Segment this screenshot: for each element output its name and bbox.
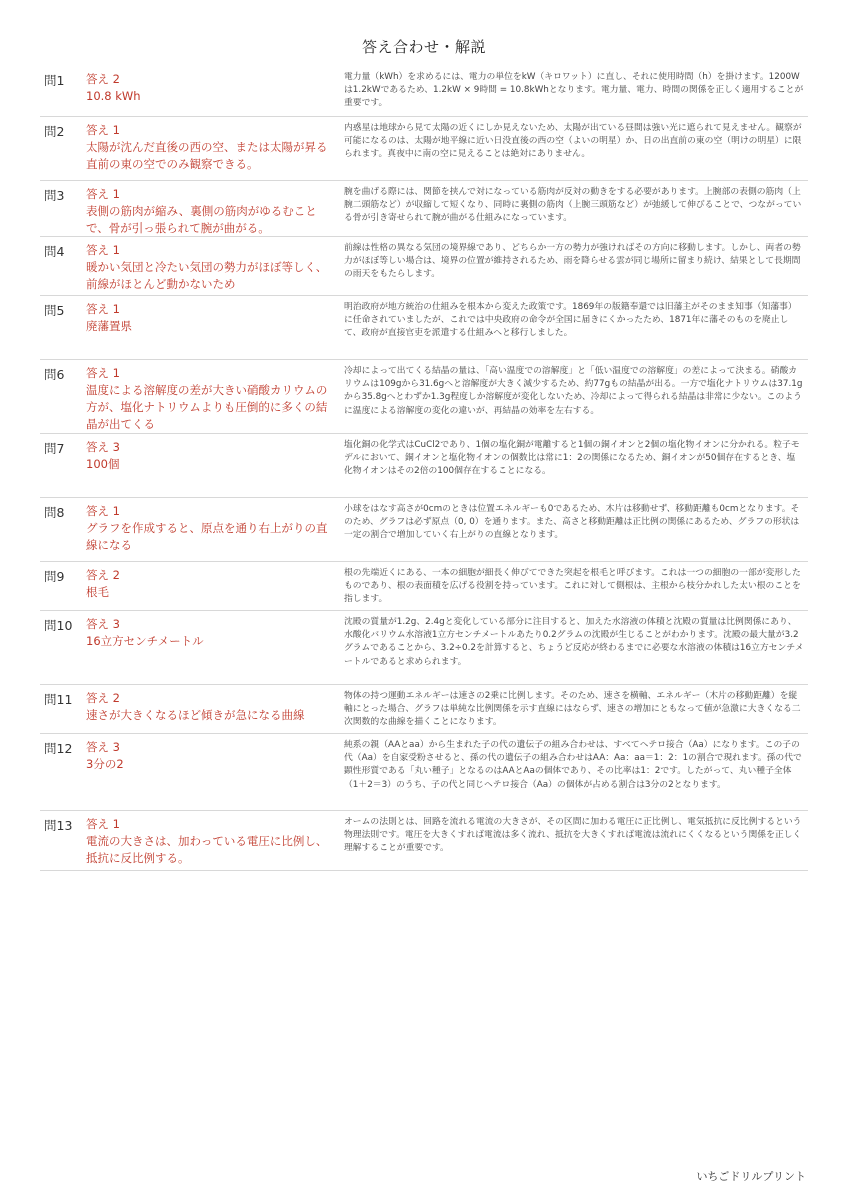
answer-label: 答え 3 xyxy=(86,440,120,454)
question-row xyxy=(40,117,808,181)
answer-text: 16立方センチメートル xyxy=(86,634,204,648)
question-row xyxy=(40,360,808,434)
answer-text: 3分の2 xyxy=(86,757,124,771)
question-number: 問3 xyxy=(44,188,65,203)
explanation-text: オームの法則とは、回路を流れる電流の大きさが、その区間に加わる電圧に正比例し、電気抵抗に反比例するという物理法則です。電圧を大きくすれば電流は多く流れ、抵抗を大きくすれば電流は流れにくくなるという関係を正しく理解することが重要です。 xyxy=(344,817,802,854)
explanation-text: 沈殿の質量が1.2g、2.4gと変化している部分に注目すると、加えた水溶液の体積と沈殿の質量は比例関係にあり、水酸化バリウム水溶液1立方センチメートルあたり0.2グラムの沈殿が生じることがわかります。沈殿の最大量が3.2グラムであることから、3.2÷0.2を計算すると、ちょうど反応が終わるまでに必要な水溶液の体積は16立方センチメートルであると求められます。 xyxy=(344,617,804,667)
answer-label: 答え 1 xyxy=(86,302,120,316)
answer-label: 答え 2 xyxy=(86,691,120,705)
explanation-text: 塩化銅の化学式はCuCl2であり、1個の塩化銅が電離すると1個の銅イオンと2個の塩化物イオンに分かれる。粒子モデルにおいて、銅イオンと塩化物イオンの個数比は常に1：2の関係になるため、銅イオンが50個存在するとき、塩化物イオンはその2倍の100個存在することになる。 xyxy=(344,440,800,477)
question-number: 問7 xyxy=(44,441,65,456)
answer-cell xyxy=(84,811,340,870)
answer-label: 答え 3 xyxy=(86,740,120,754)
answer-cell xyxy=(84,611,340,684)
answer-cell xyxy=(84,685,340,733)
question-row xyxy=(40,66,808,117)
answer-cell xyxy=(84,296,340,359)
explanation-text: 根の先端近くにある、一本の細胞が細長く伸びてできた突起を根毛と呼びます。これは一つの細胞の一部が変形したものであり、根の表面積を広げる役割を持っています。これに対して側根は、主根から枝分かれした太い根のことを指します。 xyxy=(344,568,801,605)
answer-text: 暖かい気団と冷たい気団の勢力がほぼ等しく、前線がほとんど動かないため xyxy=(86,260,328,291)
answer-cell xyxy=(84,498,340,561)
explanation-text: 内惑星は地球から見て太陽の近くにしか見えないため、太陽が出ている昼間は強い光に遮られて見えません。観察が可能になるのは、太陽が地平線に近い日没直後の西の空（よいの明星）か、日の出直前の東の空（明けの明星）に限られます。真夜中に南の空に見えることは絶対にありません。 xyxy=(344,123,802,160)
question-number: 問6 xyxy=(44,367,65,382)
question-row xyxy=(40,734,808,811)
answer-label: 答え 1 xyxy=(86,817,120,831)
question-number: 問1 xyxy=(44,73,65,88)
question-row xyxy=(40,296,808,360)
answer-cell xyxy=(84,434,340,497)
answer-table xyxy=(40,66,808,871)
explanation-text: 冷却によって出てくる結晶の量は、「高い温度での溶解度」と「低い温度での溶解度」の差によって決まる。硝酸カリウムは109gから31.6gへと溶解度が大きく減少するため、約77gもの結晶が出る。一方で塩化ナトリウムは37.1gから35.8gへとわずか1.3g程度しか溶解度が変化しないため、冷却によって得られる結晶は非常に少ない。このように温度による溶解度の変化の違いが、再結晶の効率を左右する。 xyxy=(344,366,803,416)
answer-text: 電流の大きさは、加わっている電圧に比例し、抵抗に反比例する。 xyxy=(86,834,328,865)
answer-label: 答え 1 xyxy=(86,123,120,137)
question-number: 問9 xyxy=(44,569,65,584)
question-number: 問4 xyxy=(44,244,65,259)
answer-text: 表側の筋肉が縮み、裏側の筋肉がゆるむことで、骨が引っ張られて腕が曲がる。 xyxy=(86,204,317,235)
answer-label: 答え 2 xyxy=(86,568,120,582)
question-row xyxy=(40,181,808,237)
question-row xyxy=(40,498,808,562)
answer-text: 温度による溶解度の差が大きい硝酸カリウムの方が、塩化ナトリウムよりも圧倒的に多くの結晶が出てくる xyxy=(86,383,328,431)
question-number: 問8 xyxy=(44,505,65,520)
question-number: 問12 xyxy=(44,741,73,756)
answer-cell xyxy=(84,237,340,295)
answer-label: 答え 1 xyxy=(86,187,120,201)
explanation-text: 小球をはなす高さが0cmのときは位置エネルギーも0であるため、木片は移動せず、移動距離も0cmとなります。そのため、グラフは必ず原点（0, 0）を通ります。また、高さと移動距離は正比例の関係にあるため、グラフの形状は一定の割合で増加していく右上がりの直線となります。 xyxy=(344,504,800,541)
question-row xyxy=(40,685,808,734)
answer-text: 速さが大きくなるほど傾きが急になる曲線 xyxy=(86,708,305,722)
answer-text: 根毛 xyxy=(86,585,109,599)
explanation-text: 明治政府が地方統治の仕組みを根本から変えた政策です。1869年の版籍奉還では旧藩主がそのまま知事（知藩事）に任命されていましたが、これでは中央政府の命令が全国に届きにくかったため、1871年に藩そのものを廃止して、政府が直接官吏を派遣する仕組みへと移行しました。 xyxy=(344,302,797,339)
question-row xyxy=(40,611,808,685)
answer-cell xyxy=(84,734,340,810)
question-row xyxy=(40,562,808,611)
answer-cell xyxy=(84,66,340,116)
explanation-text: 純系の親（AAとaa）から生まれた子の代の遺伝子の組み合わせは、すべてヘテロ接合（Aa）になります。この子の代（Aa）を自家受粉させると、孫の代の遺伝子の組み合わせはAA：Aa：aa＝1：2：1の割合で現れます。孫の代で顕性形質である「丸い種子」となるのはAAとAaの個体であり、その比率は1：2です。したがって、丸い種子全体（1＋2＝3）のうち、子の代と同じヘテロ接合（Aa）の個体が占める割合は3分の2となります。 xyxy=(344,740,802,790)
answer-text: 太陽が沈んだ直後の西の空、または太陽が昇る直前の東の空でのみ観察できる。 xyxy=(86,140,328,171)
explanation-text: 前線は性格の異なる気団の境界線であり、どちらか一方の勢力が強ければその方向に移動します。しかし、両者の勢力がほぼ等しい場合は、境界の位置が維持されるため、雨を降らせる雲が同じ場所に留まり続け、結果として長期間の雨天をもたらします。 xyxy=(344,243,801,280)
answer-cell xyxy=(84,562,340,610)
answer-label: 答え 1 xyxy=(86,243,120,257)
question-number: 問2 xyxy=(44,124,65,139)
answer-label: 答え 2 xyxy=(86,72,120,86)
answer-cell xyxy=(84,117,340,180)
explanation-text: 電力量（kWh）を求めるには、電力の単位をkW（キロワット）に直し、それに使用時間（h）を掛けます。1200Wは1.2kWであるため、1.2kW × 9時間 = 10.8kWhとなります。電力量、電力、時間の関係を正しく適用することが重要です。 xyxy=(344,72,804,109)
footer-brand: いちごドリルプリント xyxy=(696,1170,806,1183)
question-number: 問5 xyxy=(44,303,65,318)
explanation-text: 腕を曲げる際には、関節を挟んで対になっている筋肉が反対の動きをする必要があります。上腕部の表側の筋肉（上腕二頭筋など）が収縮して短くなり、同時に裏側の筋肉（上腕三頭筋など）が弛緩して伸びることで、つながっている骨が引き寄せられて腕が曲がる仕組みになっています。 xyxy=(344,187,802,224)
answer-label: 答え 1 xyxy=(86,504,120,518)
question-row xyxy=(40,811,808,871)
question-row xyxy=(40,237,808,296)
answer-cell xyxy=(84,360,340,433)
page-title: 答え合わせ・解説 xyxy=(361,38,486,56)
question-number: 問11 xyxy=(44,692,73,707)
question-number: 問10 xyxy=(44,618,73,633)
answer-cell xyxy=(84,181,340,236)
answer-text: 10.8 kWh xyxy=(86,89,141,103)
explanation-text: 物体の持つ運動エネルギーは速さの2乗に比例します。そのため、速さを横軸、エネルギー（木片の移動距離）を縦軸にとった場合、グラフは単純な比例関係を示す直線にはならず、速さの増加にともなって値が急激に大きくなる二次関数的な曲線を描くことになります。 xyxy=(344,691,801,728)
answer-text: グラフを作成すると、原点を通り右上がりの直線になる xyxy=(86,521,328,552)
answer-text: 100個 xyxy=(86,457,120,471)
answer-text: 廃藩置県 xyxy=(86,319,132,333)
question-number: 問13 xyxy=(44,818,73,833)
answer-label: 答え 3 xyxy=(86,617,120,631)
question-row xyxy=(40,434,808,498)
answer-label: 答え 1 xyxy=(86,366,120,380)
